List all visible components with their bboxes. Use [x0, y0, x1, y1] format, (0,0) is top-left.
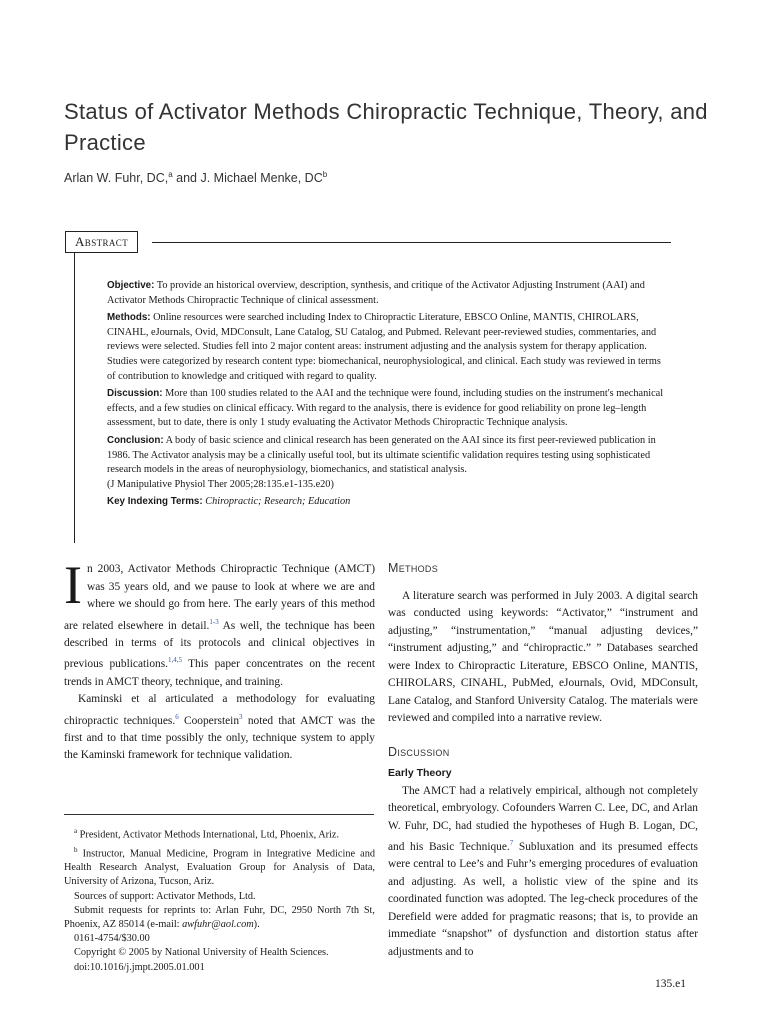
reprint-note — [64, 904, 375, 932]
citation-ref[interactable]: 1-3 — [209, 617, 219, 626]
early-theory-heading: Early Theory — [388, 767, 452, 779]
objective-text: To provide an historical overview, description, synthesis, and critique of the Activator Adjusting Instrument (AAI) and Activator Methods Chiropractic Technique of clinical assessment. — [107, 280, 645, 306]
reprint-end: ). — [253, 919, 260, 931]
kaminski-paragraph — [64, 691, 375, 765]
author-menke: and J. Michael Menke, DC — [172, 171, 323, 186]
intro-text-3: This paper concentrates on the recent trends in AMCT theory, technique, and training. — [64, 658, 375, 688]
abstract-label: Abstract — [65, 231, 138, 253]
drop-cap: I — [64, 555, 82, 615]
author-fuhr: Arlan W. Fuhr, DC, — [64, 171, 169, 186]
citation-ref[interactable]: 7 — [509, 839, 514, 847]
para2-text-2: Cooperstein — [178, 714, 240, 727]
methods-heading: Methods — [388, 561, 439, 575]
para2-text-3: noted that AMCT was the first and to that time possibly the only, technique system to apply the Kaminski framework for technique validation. — [64, 714, 375, 762]
journal-citation: (J Manipulative Physiol Ther 2005;28:135.e1-135.e20) — [107, 478, 334, 490]
methods-text: Online resources were searched including Index to Chiropractic Literature, EBSCO Online, MANTIS, CHIROLARS, CINAHL, eJournals, Ovid, MDConsult, Lane Catalog, SU Catalog, and Pubmed. Relevant peer-reviewed studies, commentaries, and reviews were selected. Studies fell into 2 major content areas: instrument adjusting and the analysis system for therapy application. Studies were categorized by research content type: biomechanical, neurophysiological, and clinical. Each study was reviewed in terms of contribution to knowledge and critiqued with regard to quality. — [107, 312, 661, 382]
early-theory-paragraph — [388, 783, 698, 962]
footnote-mark-b: b — [74, 845, 78, 854]
key-indexing-terms — [107, 495, 671, 510]
conclusion-label: Conclusion: — [107, 434, 164, 446]
abstract-discussion — [107, 387, 671, 431]
keywords-label: Key Indexing Terms: — [107, 496, 203, 508]
methods-paragraph: A literature search was performed in July 2003. A digital search was conducted using keywords: “Activator,” “instrument and adjusting,” “instrumentation,” “manual adjusting devices,” “instrument adjusting,” and “chiropractic.” ” Databases searched were Index to Chiropractic Literature, EBSCO Online, MANTIS, CHIROLARS, CINAHL, PubMed, eJournals, Ovid, MDConsult, Lane Catalog, and Stanford University Catalog. The materials were reviewed and compiled into a narrative review. — [388, 589, 698, 724]
discussion-text: More than 100 studies related to the AAI and the technique were found, including studies on the instrument's mechanical effects, and a few studies on clinical efficacy. With regard to the analysis, there is evidence for good reliability on prone leg–length assessment, but to date, there is only 1 study evaluating the Activator Methods Chiropractic Technique analysis. — [107, 388, 664, 429]
methods-label: Methods: — [107, 312, 151, 324]
abstract-objective — [107, 279, 671, 308]
right-column — [388, 560, 698, 961]
email-link[interactable]: awfuhr@aol.com — [182, 919, 254, 931]
footnote-b — [64, 843, 375, 890]
footnote-mark-a: a — [74, 827, 78, 835]
affiliation-mark-b: b — [322, 170, 328, 179]
abstract-conclusion — [107, 434, 671, 478]
article-title: Status of Activator Methods Chiropractic Technique, Theory, and Practice — [64, 99, 708, 155]
conclusion-text: A body of basic science and clinical research has been generated on the AAI since its first peer-reviewed publication in 1986. The Activator analysis may be a clinically useful tool, but its ultimate scientific validation requires testing using sophisticated research models in the areas of neurophysiology, biomechanics, and statistical analysis. — [107, 434, 656, 476]
intro-paragraph — [64, 555, 375, 691]
early-theory-text-2: Subluxation and its presumed effects were central to Lee’s and Fuhr’s emerging procedures of evaluation and adjusting. As well, a holistic view of the spine and its coordinated function was adopted. The leg-check procedures of the Derefield were added for pragmatic reasons; that is, to provide an immediate “snapshot” of dysfunction and distortion status after adjustments and to — [388, 840, 698, 958]
citation-ref[interactable]: 6 — [175, 712, 179, 721]
reprint-text: Submit requests for reprints to: Arlan Fuhr, DC, 2950 North 7th St, Phoenix, AZ 85014 (e-mail: — [64, 904, 375, 931]
abstract-rule — [152, 242, 671, 243]
author-line — [64, 170, 327, 185]
footnote-a — [64, 824, 375, 843]
copyright: Copyright © 2005 by National University of Health Sciences. — [74, 947, 329, 959]
footnote-b-text: Instructor, Manual Medicine, Program in Integrative Medicine and Health Research Analyst, Evaluation Group for Analysis of Data, University of Arizona, Tucson, Ariz. — [64, 848, 375, 888]
intro-text-1: n 2003, Activator Methods Chiropractic Technique (AMCT) was 35 years old, and we pause to look at where we are and where we should go from here. The early years of this method are related elsewhere in detail. — [64, 563, 375, 632]
discussion-heading: Discussion — [388, 744, 450, 759]
objective-label: Objective: — [107, 280, 155, 291]
abstract-body — [107, 279, 671, 513]
intro-text-2: As well, the technique has been described in terms of its protocols and clinical objectives in previous publications. — [64, 619, 375, 671]
support-note: Sources of support: Activator Methods, Ltd. — [74, 890, 256, 902]
citation-ref[interactable]: 3 — [239, 712, 243, 721]
footnote-rule — [64, 814, 374, 815]
footnotes — [64, 824, 375, 975]
issn: 0161-4754/$30.00 — [74, 933, 150, 945]
para2-text-1: Kaminski et al articulated a methodology for evaluating chiropractic techniques. — [64, 693, 375, 727]
abstract-side-rule — [74, 253, 75, 543]
citation-ref[interactable]: 1,4,5 — [168, 656, 183, 665]
footnote-a-text: President, Activator Methods International, Ltd, Phoenix, Ariz. — [77, 829, 340, 841]
abstract-methods — [107, 311, 671, 384]
discussion-label: Discussion: — [107, 388, 163, 400]
affiliation-mark-a: a — [168, 170, 173, 179]
doi[interactable]: doi:10.1016/j.jmpt.2005.01.001 — [74, 961, 205, 973]
page-number: 135.e1 — [655, 978, 686, 990]
early-theory-text-1: The AMCT had a relatively empirical, although not completely theoretical, embryology. Cofounders Warren C. Lee, DC, and Arlan W. Fuhr, DC, had studied the hypotheses of Hugh B. Logan, DC, and his Basic Technique. — [388, 784, 698, 853]
left-column — [64, 555, 375, 765]
keywords-text: Chiropractic; Research; Education — [202, 496, 351, 508]
